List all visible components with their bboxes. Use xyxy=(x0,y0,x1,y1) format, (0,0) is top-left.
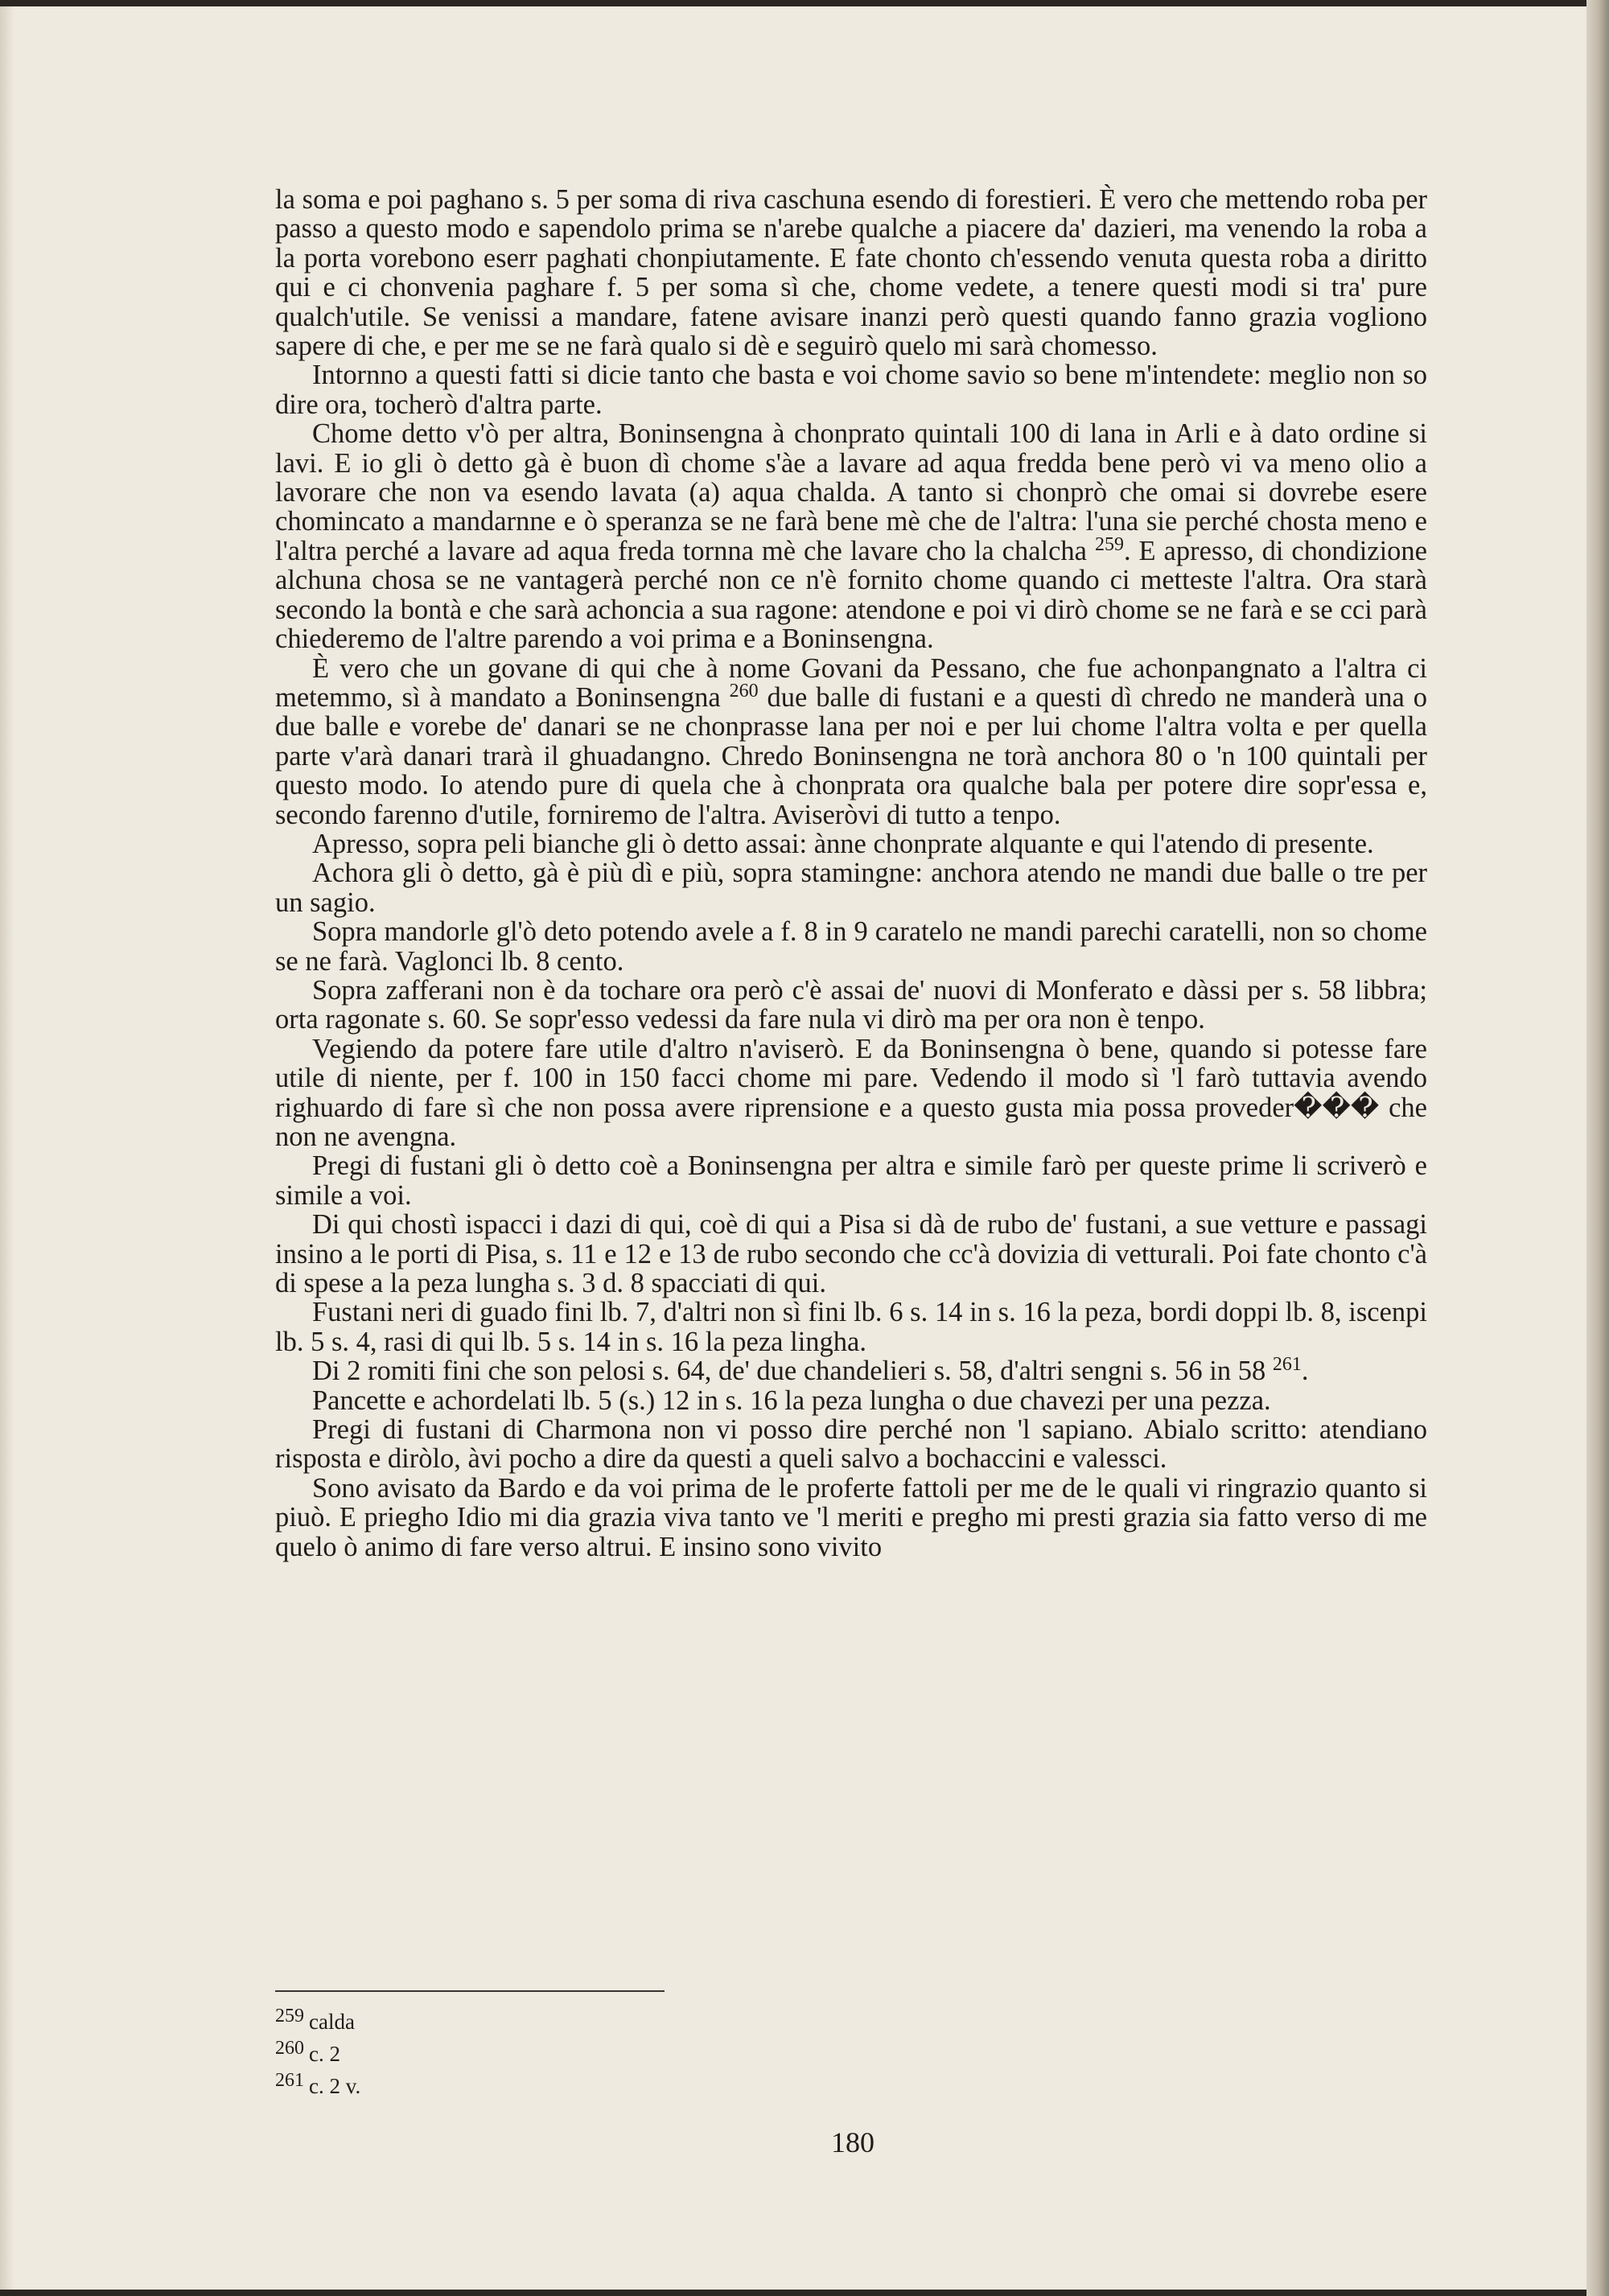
paragraph-9: Vegiendo da potere fare utile d'altro n'aviserò. E da Boninsengna ò bene, quando si potesse fare utile di niente, per f. 100 in 150 facci chome mi pare. Vedendo il modo sì 'l farò tuttavia avendo righuardo di fare sì che non possa avere riprensione e a questo gusta mia possa proveder��� che non ne avengna. xyxy=(275,1033,1427,1152)
footnote-number: 259 xyxy=(275,2006,304,2026)
paragraph-15: Pregi di fustani di Charmona non vi posso dire perché non 'l sapiano. Abialo scritto: atendiano risposta e diròlo, àvi pocho a dire da questi a queli salvo a bochaccini e valessci. xyxy=(275,1414,1427,1475)
paragraph-12: Fustani neri di guado fini lb. 7, d'altri non sì fini lb. 6 s. 14 in s. 16 la peza, bordi doppi lb. 8, iscenpi lb. 5 s. 4, rasi di qui lb. 5 s. 14 in s. 16 la peza lingha. xyxy=(275,1297,1427,1357)
footnotes xyxy=(275,2006,919,2103)
scan-edge-bottom xyxy=(0,2290,1609,2296)
paragraph-16: Sono avisato da Bardo e da voi prima de le proferte fattoli per me de le quali vi ringrazio quanto si piuò. E priegho Idio mi dia grazia viva tanto ve 'l meriti e preghо mi presti grazia sia fatto verso di me quelo ò animo di fare verso altrui. E insino sono vivito xyxy=(275,1472,1427,1562)
footnote-ref-261[interactable]: 261 xyxy=(1272,1354,1302,1376)
paragraph-7: Sopra mandorle gl'ò deto potendo avele a f. 8 in 9 caratelo ne mandi parechi caratelli, non so chome se ne farà. Vaglonci lb. 8 cento. xyxy=(275,916,1427,977)
footnote-number: 260 xyxy=(275,2038,304,2059)
footnote-259 xyxy=(275,2006,919,2039)
footnote-260 xyxy=(275,2039,919,2071)
paragraph-5: Apresso, sopra peli bianche gli ò detto assai: ànne chonprate alquante e qui l'atendo di presente. xyxy=(312,828,1374,859)
paragraph-8: Sopra zafferani non è da tochare ora però c'è assai de' nuovi di Monferato e dàssi per s. 58 libbra; orta ragonate s. 60. Se sopr'esso vedessi da fare nula vi dirò ma per ora non è tenpo. xyxy=(275,974,1427,1035)
scan-edge-top xyxy=(0,0,1609,6)
footnote-number: 261 xyxy=(275,2070,304,2091)
paragraph-13: Di 2 romiti fini che son pelosi s. 64, de' due chandelieri s. 58, d'altri sengni s. 56 in 58 $^{261}$. xyxy=(312,1354,1309,1387)
body-text xyxy=(275,185,1427,1562)
footnote-261 xyxy=(275,2071,919,2103)
footnote-text: c. 2 xyxy=(309,2042,340,2066)
paragraph-14: Pancette e achordelati lb. 5 (s.) 12 in s. 16 la peza lungha o due chavezi per una pezza. xyxy=(312,1385,1271,1416)
footnote-divider xyxy=(275,1990,665,1992)
paragraph-2: Intornno a questi fatti si dicie tanto che basta e voi chome savio so bene m'intendete: meglio non so dire ora, tocherò d'altra parte. xyxy=(275,360,1427,420)
paragraph-4: È vero che un govane di qui che à nome Govani da Pessano, che fue achonpangnato a l'altra ci metemmo, sì à mandato a Boninsengna $^{260}$ due balle di fustani e a questi dì chredo ne manderà una o due balle e vorebe de' danari se ne chonprasse lana per noi e per lui chome l'altra volta e per quella parte v'arà danari trarà il ghuadangno. Chredo Boninsengna ne torà anchora 80 o 'n 100 quintali per questo modo. Io atendo pure di quela che à chonprata ora qualche bala per potere dire sopr'essa e, secondo farenno d'utile, forniremo de l'altra. Aviseròvi di tutto a tenpo. xyxy=(275,652,1428,830)
page-gutter-shadow xyxy=(0,0,14,2296)
footnote-ref-260[interactable]: 260 xyxy=(729,680,759,702)
footnote-text: c. 2 v. xyxy=(309,2074,361,2098)
page-number: 180 xyxy=(831,2126,874,2158)
scan-edge-right xyxy=(1586,0,1609,2296)
footnote-ref-259[interactable]: 259 xyxy=(1094,533,1124,555)
footnote-text: calda xyxy=(309,2010,355,2034)
paragraph-6: Achora gli ò detto, gà è più dì e più, sopra stamingne: anchora atendo ne mandi due balle o tre per un sagio. xyxy=(275,858,1427,918)
paragraph-3: Chome detto v'ò per altra, Boninsengna à chonprato quintali 100 di lana in Arli e à dato ordine si lavi. E io gli ò detto gà è buon dì chome s'àe a lavare ad aqua fredda bene però vi va meno olio a lavorare che non va esendo lavata (a) aqua chalda. A tanto si chonprò che omai si dovrebe esere chomincato a mandarnne e ò speranza se ne farà bene mè che de l'altra: l'una sie perché chosta meno e l'altra perché a lavare ad aqua freda tornna mè che lavare cho la chalcha $^{259}$. E apresso, di chondizione alchuna chosa se ne vantagerà perché non ce n'è fornito chome quando ci metteste l'altra. Ora starà secondo la bontà e che sarà achoncia a sua ragone: atendone e poi vi dirò chome se ne farà e se cci parà chiederemo de l'altre parendo a voi prima e a Boninsengna. xyxy=(275,418,1427,655)
paragraph-11: Di qui chostì ispacci i dazi di qui, coè di qui a Pisa si dà de rubo de' fustani, a sue vetture e passagi insino a le porti di Pisa, s. 11 e 12 e 13 de rubo secondo che cc'à dovizia di vetturali. Poi fate chonto c'à di spese a la peza lungha s. 3 d. 8 spacciati di qui. xyxy=(275,1209,1427,1299)
paragraph-1: la soma e poi paghano s. 5 per soma di riva caschuna esendo di forestieri. È vero che mettendo roba per passo a questo modo e sapendolo prima se n'arebe qualche a piacere da' dazieri, ma venendo la roba a la porta vorebono eserr paghati chonpiutamente. E fate chonto ch'essendo venuta questa roba a diritto qui e ci chonvenia paghare f. 5 per soma sì che, chome vedete, a tenere questi modi si tra' pure qualch'utile. Se venissi a mandare, fatene avisare inanzi però questi quando fanno grazia vogliono sapere di che, e per me se ne farà qualo si dè e seguirò quelo mi sarà chomesso. xyxy=(275,184,1427,362)
paragraph-10: Pregi di fustani gli ò detto coè a Boninsengna per altra e simile farò per queste prime li scriverò e simile a voi. xyxy=(275,1150,1427,1211)
